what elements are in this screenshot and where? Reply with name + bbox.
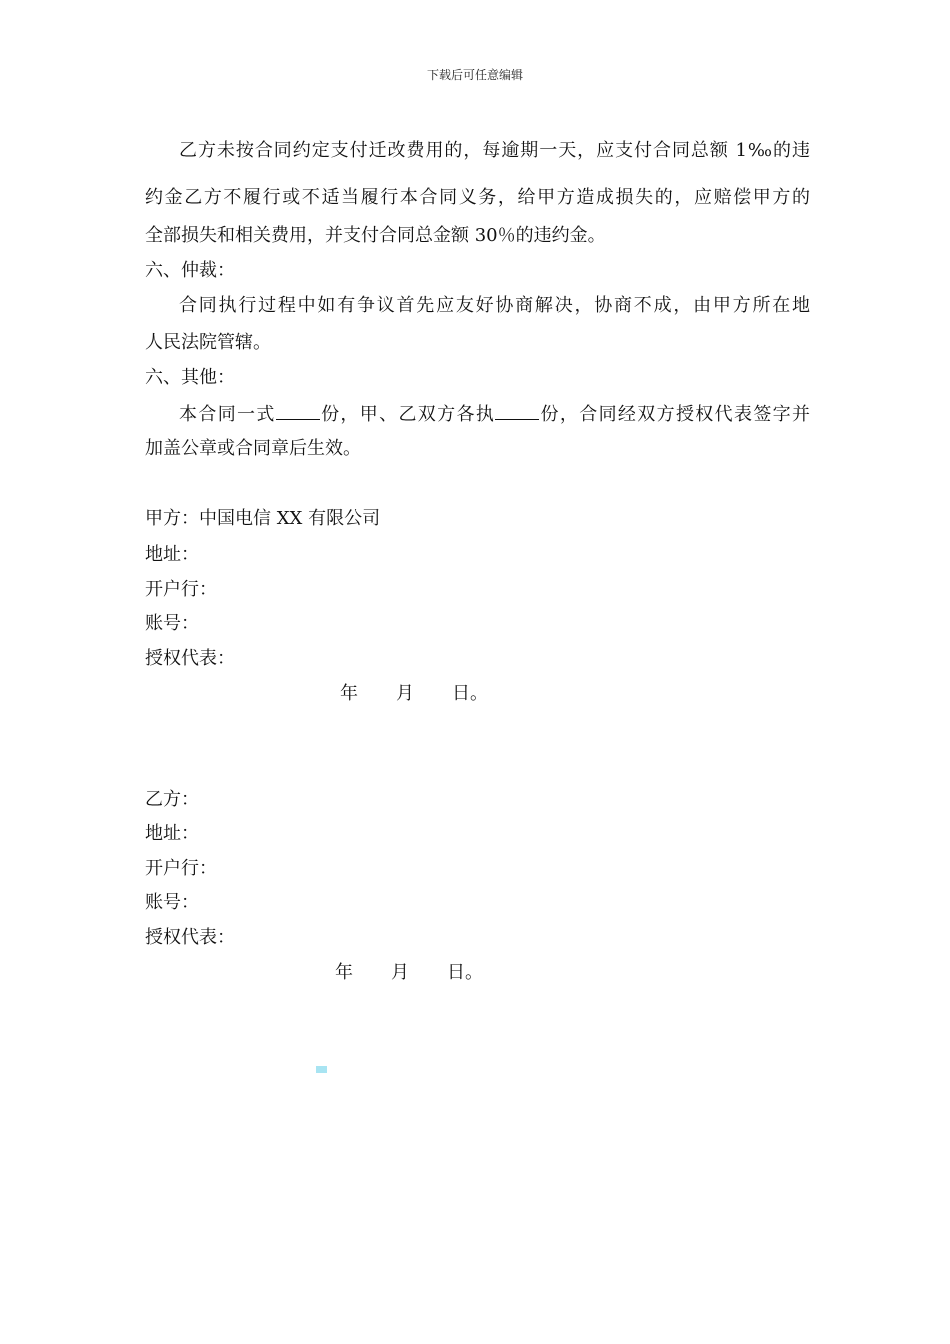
other-line-1-part-2: 份，甲、乙双方各执 [319, 404, 496, 425]
download-note: 下载后可任意编辑 [426, 68, 523, 82]
penalty-line-1: 乙方未按合同约定支付迁改费用的，每逾期一天，应支付合同总额 1‰的违 [179, 140, 810, 161]
party-a-bank: 开户行： [145, 579, 217, 600]
party-a-date [340, 682, 488, 706]
party-a-date-month: 月 [396, 683, 414, 704]
party-a-address: 地址： [145, 544, 199, 565]
other-line-1-part-3: 份，合同经双方授权代表签字并 [539, 404, 811, 425]
arbitration-line-1: 合同执行过程中如有争议首先应友好协商解决，协商不成，由甲方所在地 [179, 295, 810, 316]
party-b-name: 乙方： [145, 789, 199, 810]
party-b-date-day: 日。 [447, 962, 483, 983]
party-b-date-month: 月 [391, 962, 409, 983]
other-heading: 六、其他： [145, 367, 235, 388]
party-a-date-year: 年 [340, 683, 358, 704]
party-a-representative: 授权代表： [145, 648, 235, 669]
cursor-marker [316, 1066, 327, 1073]
party-a-name: 甲方：中国电信 XX 有限公司 [145, 508, 381, 529]
party-a-date-day: 日。 [452, 683, 488, 704]
arbitration-heading: 六、仲裁： [145, 260, 235, 281]
copies-each-blank [495, 401, 539, 420]
party-b-date-year: 年 [335, 962, 353, 983]
arbitration-line-2: 人民法院管辖。 [145, 332, 271, 353]
other-line-1-part-1: 本合同一式 [179, 404, 276, 425]
party-b-account: 账号： [145, 892, 199, 913]
party-b-bank: 开户行： [145, 858, 217, 879]
penalty-line-2: 约金乙方不履行或不适当履行本合同义务，给甲方造成损失的，应赔偿甲方的 [145, 187, 810, 208]
other-line-2: 加盖公章或合同章后生效。 [145, 438, 361, 459]
penalty-line-3: 全部损失和相关费用，并支付合同总金额 30％的违约金。 [145, 225, 606, 246]
party-a-account: 账号： [145, 613, 199, 634]
party-b-address: 地址： [145, 823, 199, 844]
other-line-1 [145, 401, 810, 427]
copies-total-blank [276, 401, 320, 420]
party-b-representative: 授权代表： [145, 927, 235, 948]
party-b-date [335, 961, 483, 985]
